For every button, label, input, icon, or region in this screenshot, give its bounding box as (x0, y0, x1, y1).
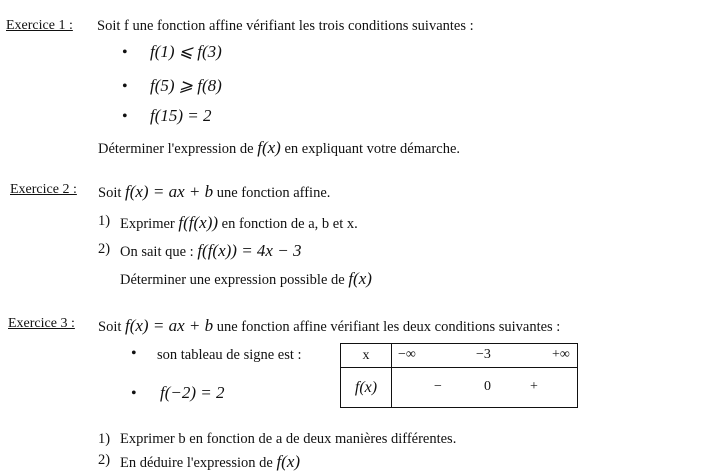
sign-table-sign-left: − (434, 379, 442, 394)
ex3-intro-math: f(x) = ax + b (125, 316, 214, 335)
ex2-intro-pre: Soit (98, 185, 122, 201)
ex2-q1-pre: Exprimer (120, 216, 175, 232)
sign-table-f-label: f(x) (354, 378, 378, 396)
ex2-q2b (120, 269, 372, 289)
ex2-q1 (120, 213, 358, 233)
ex1-task-text: Déterminer l'expression de (98, 141, 254, 157)
bullet-icon: • (122, 78, 128, 95)
ex2-q1-number: 1) (98, 213, 111, 229)
ex3-q2-number: 2) (98, 452, 111, 468)
ex3-q1: Exprimer b en fonction de a de deux manières différentes. (120, 431, 457, 447)
ex2-q2 (120, 241, 301, 261)
sign-table-x-label: x (362, 347, 370, 363)
ex3-q2-math: f(x) (276, 452, 301, 471)
sign-table-zero: 0 (484, 379, 491, 394)
exercise-1-intro: Soit f une fonction affine vérifiant les trois conditions suivantes : (97, 18, 474, 34)
sign-table-root: −3 (476, 347, 491, 362)
ex2-intro (98, 182, 330, 202)
ex3-q2-pre: En déduire l'expression de (120, 455, 273, 471)
sign-table-x-values (392, 344, 578, 368)
sign-table-signs (392, 368, 578, 408)
exercise-3-label: Exercice 3 : (8, 316, 75, 331)
sign-table-f-header (341, 368, 392, 408)
exercise-2-label: Exercice 2 : (10, 182, 77, 197)
ex1-condition-3: f(15) = 2 (150, 106, 212, 125)
bullet-icon: • (122, 108, 128, 125)
ex2-q2b-math: f(x) (348, 269, 372, 288)
sign-table (340, 343, 578, 408)
ex1-task (98, 138, 460, 158)
ex3-condition-1: son tableau de signe est : (157, 347, 302, 363)
ex3-intro (98, 316, 560, 336)
ex3-condition-2: f(−2) = 2 (160, 383, 225, 402)
ex1-condition-1: f(1) ⩽ f(3) (150, 42, 222, 61)
ex2-intro-post: une fonction affine. (216, 185, 331, 201)
sign-table-neg-inf: −∞ (398, 347, 416, 362)
ex1-condition-2: f(5) ⩾ f(8) (150, 76, 222, 95)
ex2-q2-math: f(f(x)) = 4x − 3 (197, 241, 302, 260)
ex2-q1-post: en fonction de a, b et x. (221, 216, 358, 232)
ex2-q1-math: f(f(x)) (178, 213, 219, 232)
ex3-intro-post: une fonction affine vérifiant les deux conditions suivantes : (216, 319, 561, 335)
bullet-icon: • (131, 385, 137, 402)
ex3-q1-number: 1) (98, 431, 111, 447)
bullet-icon: • (122, 44, 128, 61)
ex2-q2-pre: On sait que : (120, 244, 194, 260)
exercise-1-label: Exercice 1 : (6, 18, 73, 33)
sign-table-pos-inf: +∞ (552, 347, 570, 362)
sign-table-sign-right: + (530, 379, 538, 394)
ex3-q2 (120, 452, 300, 472)
ex3-intro-pre: Soit (98, 319, 122, 335)
sign-table-x-header (341, 344, 392, 368)
ex2-q2-number: 2) (98, 241, 111, 257)
ex1-task-end: en expliquant votre démarche. (284, 141, 461, 157)
ex1-task-math: f(x) (257, 138, 281, 157)
bullet-icon: • (131, 345, 137, 362)
ex2-intro-math: f(x) = ax + b (125, 182, 214, 201)
ex2-q2b-pre: Déterminer une expression possible de (120, 272, 345, 288)
